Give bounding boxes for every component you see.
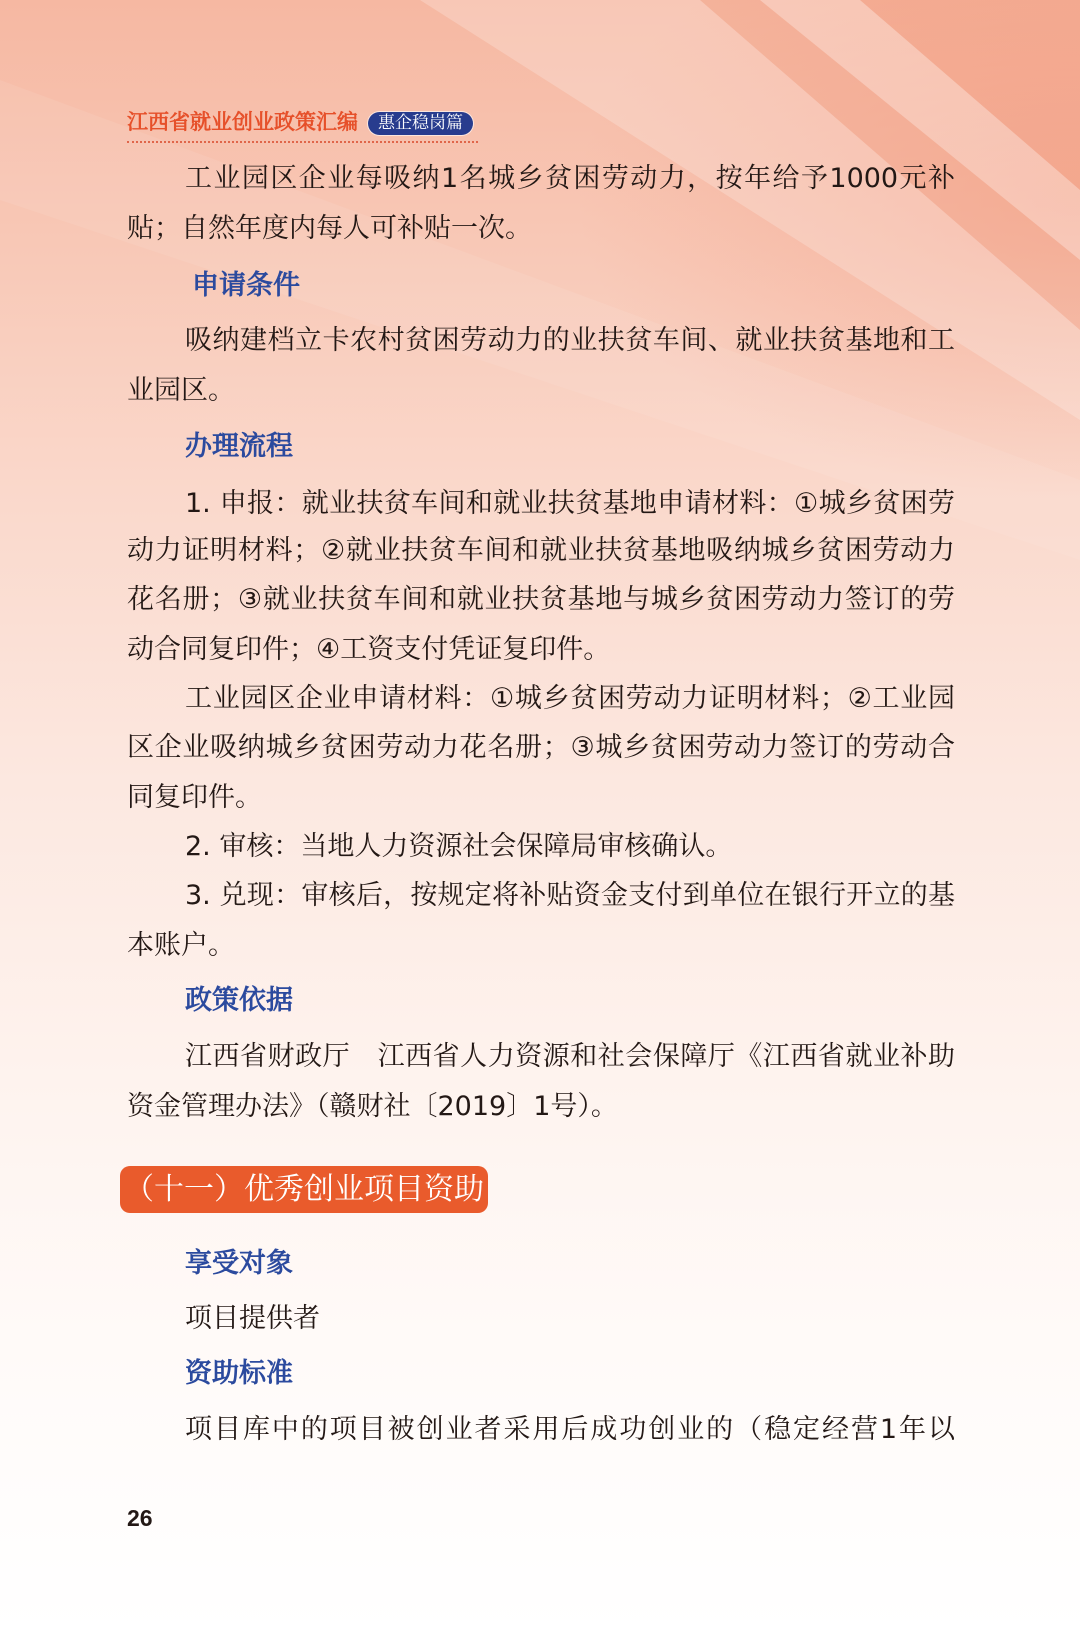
section-heading: 办理流程 xyxy=(185,431,293,462)
body-text-line: 2. 审核：当地人力资源社会保障局审核确认。 xyxy=(185,831,733,862)
body-text-line: 江西省财政厅 江西省人力资源和社会保障厅《江西省就业补助 xyxy=(185,1041,955,1072)
body-text-line: 本账户。 xyxy=(127,930,235,961)
body-text-line: 3. 兑现：审核后，按规定将补贴资金支付到单位在银行开立的基 xyxy=(185,880,955,911)
body-text-line: 项目库中的项目被创业者采用后成功创业的（稳定经营1年以 xyxy=(185,1414,955,1445)
booklet-title: 江西省就业创业政策汇编 xyxy=(127,110,358,134)
section-heading: 申请条件 xyxy=(192,270,300,301)
page-number: 26 xyxy=(127,1505,153,1531)
body-text-line: 工业园区企业申请材料：①城乡贫困劳动力证明材料；②工业园 xyxy=(185,683,955,714)
body-text-line: 1. 申报：就业扶贫车间和就业扶贫基地申请材料：①城乡贫困劳 xyxy=(185,488,955,519)
body-text-line: 资金管理办法》（赣财社〔2019〕1号）。 xyxy=(127,1091,618,1122)
body-text-line: 动力证明材料；②就业扶贫车间和就业扶贫基地吸纳城乡贫困劳动力 xyxy=(127,535,955,566)
body-text-line: 业园区。 xyxy=(127,375,235,406)
body-text-line: 区企业吸纳城乡贫困劳动力花名册；③城乡贫困劳动力签订的劳动合 xyxy=(127,732,955,763)
header-divider xyxy=(127,141,478,143)
body-text-line: 吸纳建档立卡农村贫困劳动力的业扶贫车间、就业扶贫基地和工 xyxy=(185,325,955,356)
section-heading: 享受对象 xyxy=(185,1248,293,1279)
category-badge: 惠企稳岗篇 xyxy=(368,112,473,135)
section-heading: 资助标准 xyxy=(185,1358,293,1389)
body-text-line: 贴；自然年度内每人可补贴一次。 xyxy=(127,213,532,244)
body-text-line: 花名册；③就业扶贫车间和就业扶贫基地与城乡贫困劳动力签订的劳 xyxy=(127,584,955,615)
body-text-line: 同复印件。 xyxy=(127,782,262,813)
body-text-line: 动合同复印件；④工资支付凭证复印件。 xyxy=(127,634,611,665)
section-title-banner: （十一）优秀创业项目资助 xyxy=(120,1166,488,1213)
section-heading: 政策依据 xyxy=(185,985,293,1016)
body-text-line: 项目提供者 xyxy=(185,1303,320,1334)
body-text-line: 工业园区企业每吸纳1名城乡贫困劳动力，按年给予1000元补 xyxy=(185,163,955,194)
